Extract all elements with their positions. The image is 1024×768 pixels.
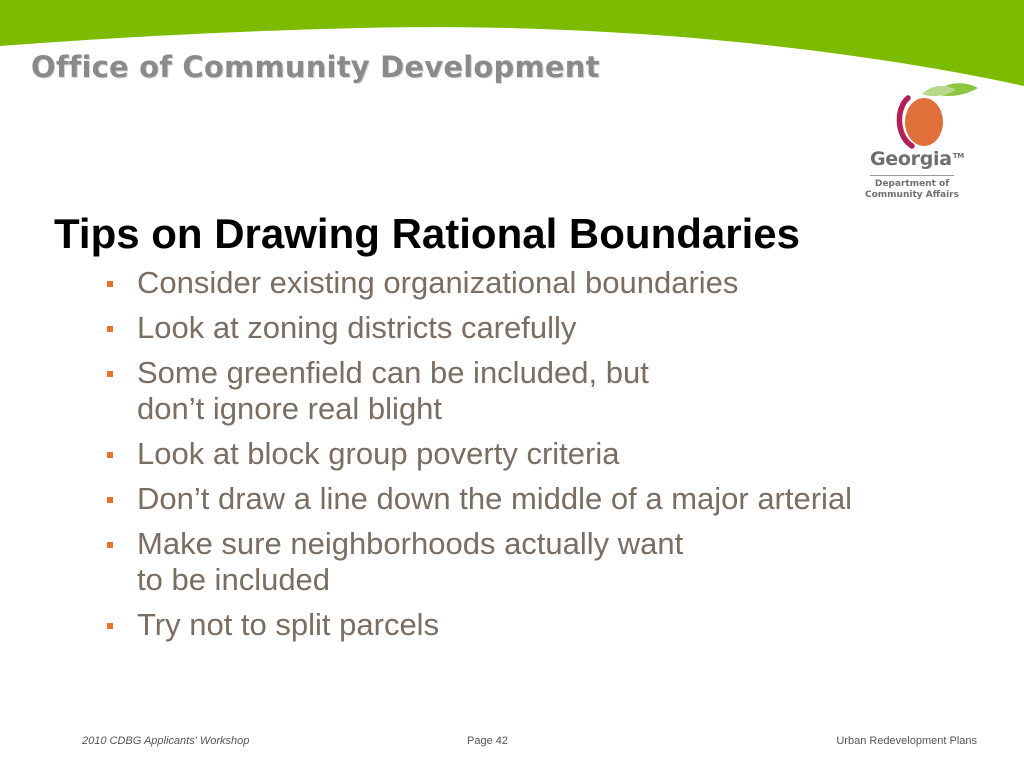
list-item — [106, 265, 986, 301]
footer-workshop-name: 2010 CDBG Applicants' Workshop — [82, 735, 250, 747]
georgia-dca-logo — [858, 80, 988, 205]
bullet-text: Consider existing organizational boundaries — [137, 265, 739, 300]
bullet-text: Look at block group poverty criteria — [137, 436, 620, 471]
bullet-square-icon — [107, 281, 113, 287]
bullet-text: Try not to split parcels — [137, 607, 440, 642]
list-item — [106, 481, 986, 517]
list-item — [106, 310, 986, 346]
logo-divider — [870, 175, 954, 176]
list-item — [106, 355, 986, 427]
department-line-2: Community Affairs — [865, 189, 959, 200]
bullet-text: Make sure neighborhoods actually want to be included — [137, 526, 684, 597]
slide-heading: Tips on Drawing Rational Boundaries — [54, 210, 800, 257]
bullet-text: Don’t draw a line down the middle of a major arterial — [137, 481, 853, 516]
bullet-square-icon — [107, 371, 113, 377]
trademark-symbol: TM — [952, 152, 964, 160]
bullet-square-icon — [107, 497, 113, 503]
list-item — [106, 436, 986, 472]
department-name — [858, 179, 966, 200]
bullet-square-icon — [107, 542, 113, 548]
list-item — [106, 607, 986, 643]
georgia-wordmark — [870, 148, 964, 170]
footer-page-number: Page 42 — [467, 735, 508, 747]
list-item — [106, 526, 986, 598]
bullet-text: Look at zoning districts carefully — [137, 310, 577, 345]
footer-section-title: Urban Redevelopment Plans — [836, 735, 977, 747]
bullet-square-icon — [107, 326, 113, 332]
bullet-square-icon — [107, 452, 113, 458]
bullet-square-icon — [107, 623, 113, 629]
georgia-wordmark-text: Georgia — [870, 148, 952, 170]
department-line-1: Department of — [874, 179, 950, 189]
tips-bullet-list — [106, 265, 986, 652]
bullet-text: Some greenfield can be included, but don’t ignore real blight — [137, 355, 649, 426]
peach-icon — [882, 80, 982, 150]
office-title: Office of Community Development — [31, 50, 600, 84]
